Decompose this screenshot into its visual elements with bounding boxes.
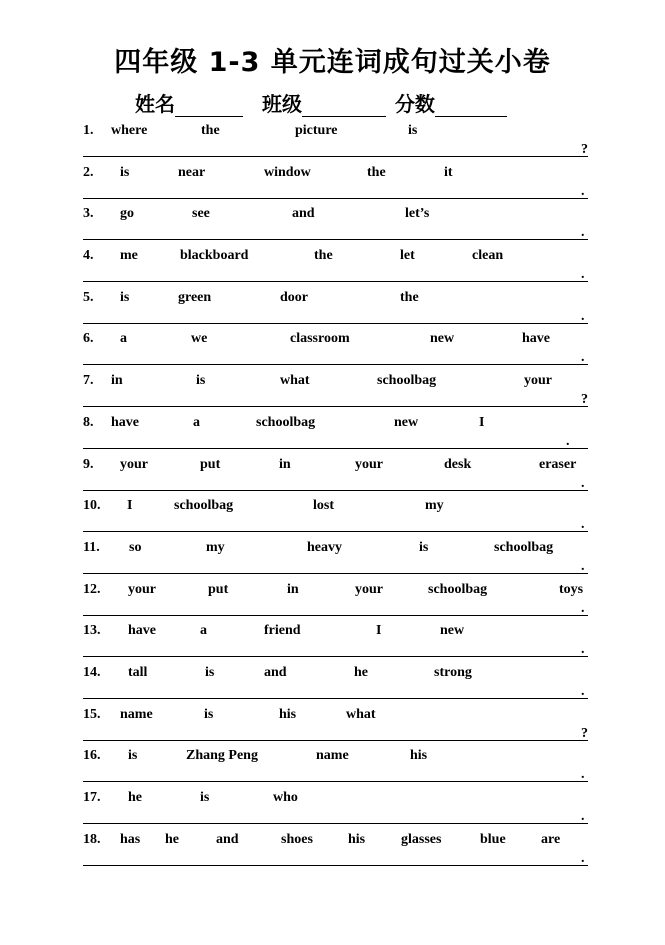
question-number: 15. [83, 706, 101, 722]
scrambled-word: tall [128, 664, 148, 680]
scrambled-word: have [128, 623, 156, 639]
scrambled-word: glasses [401, 831, 442, 847]
scrambled-word: have [111, 414, 139, 430]
end-punctuation: . [581, 183, 585, 199]
scrambled-word: clean [472, 248, 504, 264]
word-bank [83, 248, 588, 266]
scrambled-word: his [279, 706, 297, 722]
word-bank [83, 373, 588, 391]
end-punctuation: . [581, 850, 585, 866]
scrambled-word: see [192, 206, 210, 222]
scrambled-word: schoolbag [377, 373, 437, 389]
question-row [83, 828, 588, 870]
answer-line[interactable] [83, 198, 588, 199]
end-punctuation: . [581, 267, 585, 283]
student-info-row [135, 88, 519, 117]
answer-line[interactable] [83, 406, 588, 407]
scrambled-word: have [522, 331, 550, 347]
scrambled-word: your [524, 373, 552, 389]
scrambled-word: is [204, 706, 214, 722]
question-row [83, 494, 588, 536]
name-blank[interactable] [175, 94, 243, 117]
question-number: 3. [83, 206, 94, 222]
question-row [83, 578, 588, 620]
word-bank [83, 540, 588, 558]
scrambled-word: strong [434, 664, 472, 680]
scrambled-word: your [355, 456, 383, 472]
word-bank [83, 748, 588, 766]
class-label: 班级 [261, 92, 302, 116]
scrambled-word: I [376, 623, 382, 639]
end-punctuation: . [581, 308, 585, 324]
scrambled-word: my [425, 498, 444, 514]
scrambled-word: in [287, 581, 299, 597]
question-row [83, 786, 588, 828]
scrambled-word: put [200, 456, 221, 472]
end-punctuation: . [581, 517, 585, 533]
scrambled-word: and [216, 831, 239, 847]
question-number: 8. [83, 414, 94, 430]
scrambled-word: is [120, 164, 130, 180]
scrambled-word: in [279, 456, 291, 472]
scrambled-word: in [111, 373, 123, 389]
scrambled-word: the [314, 248, 333, 264]
word-bank [83, 832, 588, 850]
scrambled-word: are [541, 831, 561, 847]
worksheet-title: 四年级 1-3 单元连词成句过关小卷 [114, 47, 551, 78]
scrambled-word: is [128, 748, 138, 764]
scrambled-word: your [120, 456, 148, 472]
scrambled-word: heavy [307, 539, 342, 555]
question-list [83, 119, 588, 869]
scrambled-word: toys [559, 581, 584, 597]
end-punctuation: ? [581, 725, 588, 741]
scrambled-word: lost [313, 498, 334, 514]
scrambled-word: your [128, 581, 156, 597]
question-number: 16. [83, 748, 101, 764]
question-row [83, 119, 588, 161]
question-row [83, 202, 588, 244]
question-row [83, 244, 588, 286]
answer-line[interactable] [83, 823, 588, 824]
scrambled-word: door [280, 289, 308, 305]
end-punctuation: . [581, 225, 585, 241]
question-number: 9. [83, 456, 94, 472]
word-bank [83, 206, 588, 224]
question-number: 2. [83, 164, 94, 180]
end-punctuation: . [581, 809, 585, 824]
scrambled-word: classroom [290, 331, 350, 347]
answer-line[interactable] [83, 448, 588, 449]
scrambled-word: the [367, 164, 386, 180]
scrambled-word: a [200, 623, 207, 639]
scrambled-word: let [400, 248, 415, 264]
scrambled-word: new [440, 623, 465, 639]
scrambled-word: new [394, 414, 419, 430]
scrambled-word: the [201, 123, 220, 138]
question-number: 17. [83, 790, 101, 805]
end-punctuation: . [566, 433, 570, 449]
end-punctuation: . [581, 475, 585, 491]
scrambled-word: he [354, 664, 368, 680]
end-punctuation: . [581, 600, 585, 616]
question-row [83, 536, 588, 578]
question-row [83, 619, 588, 661]
scrambled-word: green [178, 289, 212, 305]
end-punctuation: . [581, 683, 585, 699]
word-bank [83, 707, 588, 725]
scrambled-word: schoolbag [256, 414, 316, 430]
score-label: 分数 [394, 92, 435, 116]
question-row [83, 411, 588, 453]
question-number: 5. [83, 289, 94, 305]
scrambled-word: friend [264, 623, 301, 639]
scrambled-word: window [264, 164, 311, 180]
scrambled-word: is [205, 664, 215, 680]
question-number: 1. [83, 123, 94, 138]
answer-line[interactable] [83, 323, 588, 324]
end-punctuation: . [581, 558, 585, 574]
scrambled-word: schoolbag [494, 539, 554, 555]
scrambled-word: go [120, 206, 134, 222]
scrambled-word: I [127, 498, 133, 514]
question-number: 12. [83, 581, 101, 597]
end-punctuation: . [581, 642, 585, 658]
scrambled-word: what [280, 373, 310, 389]
scrambled-word: blackboard [180, 248, 249, 264]
question-number: 4. [83, 248, 94, 264]
word-bank [83, 498, 588, 516]
scrambled-word: he [165, 831, 179, 847]
end-punctuation: ? [581, 392, 588, 408]
scrambled-word: me [120, 248, 138, 264]
scrambled-word: near [178, 164, 206, 180]
scrambled-word: new [430, 331, 455, 347]
answer-line[interactable] [83, 740, 588, 741]
scrambled-word: shoes [281, 831, 313, 847]
scrambled-word: name [316, 748, 349, 764]
scrambled-word: is [200, 790, 210, 805]
scrambled-word: we [191, 331, 208, 347]
answer-line[interactable] [83, 490, 588, 491]
scrambled-word: is [120, 289, 130, 305]
scrambled-word: name [120, 706, 153, 722]
scrambled-word: my [206, 539, 225, 555]
word-bank [83, 123, 588, 141]
answer-line[interactable] [83, 156, 588, 157]
word-bank [83, 457, 588, 475]
name-label: 姓名 [135, 92, 175, 116]
scrambled-word: the [400, 289, 419, 305]
scrambled-word: is [196, 373, 206, 389]
question-number: 6. [83, 331, 94, 347]
scrambled-word: Zhang Peng [186, 748, 258, 764]
word-bank [83, 290, 588, 308]
question-number: 7. [83, 373, 94, 389]
scrambled-word: so [129, 539, 142, 555]
scrambled-word: let’s [405, 206, 430, 222]
scrambled-word: is [408, 123, 418, 138]
word-bank [83, 790, 588, 808]
word-bank [83, 623, 588, 641]
scrambled-word: his [348, 831, 366, 847]
scrambled-word: a [120, 331, 127, 347]
question-row [83, 286, 588, 328]
end-punctuation: . [581, 767, 585, 783]
question-number: 10. [83, 498, 101, 514]
question-row [83, 744, 588, 786]
question-row [83, 161, 588, 203]
class-blank[interactable] [302, 94, 386, 117]
scrambled-word: where [111, 123, 148, 138]
word-bank [83, 415, 588, 433]
question-number: 18. [83, 831, 101, 847]
scrambled-word: and [292, 206, 315, 222]
scrambled-word: I [479, 414, 485, 430]
score-blank[interactable] [435, 94, 507, 117]
end-punctuation: ? [581, 142, 588, 157]
scrambled-word: what [346, 706, 376, 722]
question-row [83, 327, 588, 369]
answer-line[interactable] [83, 531, 588, 532]
scrambled-word: your [355, 581, 383, 597]
question-number: 13. [83, 623, 101, 639]
answer-line[interactable] [83, 781, 588, 782]
answer-line[interactable] [83, 364, 588, 365]
question-row [83, 703, 588, 745]
answer-line[interactable] [83, 698, 588, 699]
scrambled-word: desk [444, 456, 472, 472]
answer-line[interactable] [83, 615, 588, 616]
scrambled-word: and [264, 664, 287, 680]
word-bank [83, 665, 588, 683]
word-bank [83, 331, 588, 349]
question-row [83, 453, 588, 495]
question-number: 14. [83, 664, 101, 680]
scrambled-word: has [120, 831, 141, 847]
question-number: 11. [83, 539, 100, 555]
scrambled-word: his [410, 748, 428, 764]
scrambled-word: eraser [539, 456, 577, 472]
word-bank [83, 582, 588, 600]
scrambled-word: blue [480, 831, 506, 847]
answer-line[interactable] [83, 573, 588, 574]
scrambled-word: who [273, 790, 298, 805]
end-punctuation: . [581, 350, 585, 366]
scrambled-word: picture [295, 123, 338, 138]
answer-line[interactable] [83, 865, 588, 866]
answer-line[interactable] [83, 239, 588, 240]
scrambled-word: is [419, 539, 429, 555]
answer-line[interactable] [83, 656, 588, 657]
scrambled-word: schoolbag [174, 498, 234, 514]
scrambled-word: schoolbag [428, 581, 488, 597]
scrambled-word: put [208, 581, 229, 597]
scrambled-word: he [128, 790, 142, 805]
word-bank [83, 165, 588, 183]
question-row [83, 369, 588, 411]
scrambled-word: it [444, 164, 453, 180]
question-row [83, 661, 588, 703]
scrambled-word: a [193, 414, 200, 430]
answer-line[interactable] [83, 281, 588, 282]
